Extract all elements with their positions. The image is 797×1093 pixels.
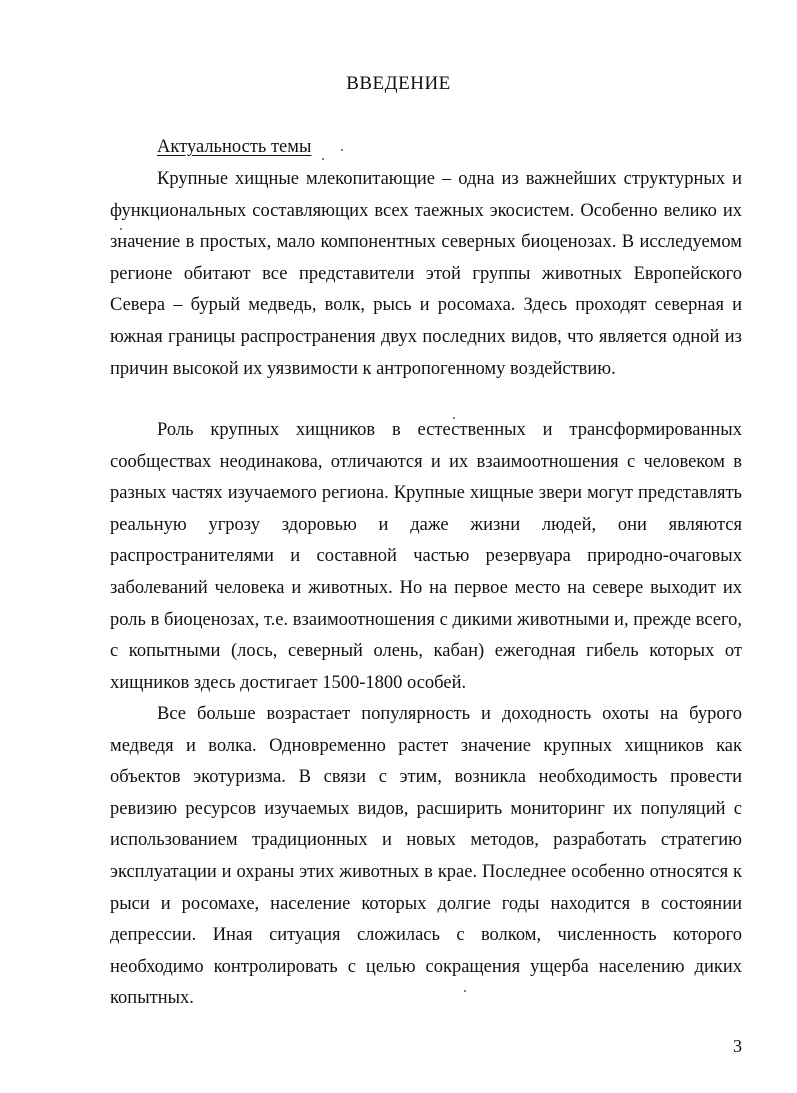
page-number: 3 — [733, 1036, 742, 1056]
section-subheading: Актуальность темы — [157, 137, 312, 157]
scan-speck — [464, 990, 466, 992]
scan-speck — [120, 228, 122, 230]
scan-speck — [322, 158, 324, 160]
paragraph-1: Крупные хищные млекопитающие – одна из важнейших структурных и функциональных составляющих всех таежных экосистем. Особенно велико их значение в простых, мало компонентных северных биоценозах. В исследуемом регионе обитают все представители этой группы животных Европейского Севера – бурый медведь, волк, рысь и росомаха. Здесь проходят северная и южная границы распространения двух последних видов, что является одной из причин высокой их уязвимости к антропогенному воздействию. — [110, 169, 742, 379]
scan-speck — [341, 149, 343, 151]
paragraph-3: Все больше возрастает популярность и доходность охоты на бурого медведя и волка. Одновременно растет значение крупных хищников как объектов экотуризма. В связи с этим, возникла необходимость провести ревизию ресурсов изучаемых видов, расширить мониторинг их популяций с использованием традиционных и новых методов, разработать стратегию эксплуатации и охраны этих животных в крае. Последнее особенно относятся к рыси и росомахе, население которых долгие годы находится в состоянии депрессии. Иная ситуация сложилась с волком, численность которого необходимо контролировать с целью сокращения ущерба населению диких копытных. — [110, 704, 742, 1009]
page-title: ВВЕДЕНИЕ — [346, 73, 451, 94]
paragraph-2: Роль крупных хищников в естественных и трансформированных сообществах неодинакова, отличаются и их взаимоотношения с человеком в разных частях изучаемого региона. Крупные хищные звери могут представлять реальную угрозу здоровью и даже жизни людей, они являются распространителями и составной частью резервуара природно-очаговых заболеваний человека и животных. Но на первое место на севере выходит их роль в биоценозах, т.е. взаимоотношения с дикими животными и, прежде всего, с копытными (лось, северный олень, кабан) ежегодная гибель которых от хищников здесь достигает 1500-1800 особей. — [110, 420, 742, 693]
scan-speck — [453, 417, 455, 419]
